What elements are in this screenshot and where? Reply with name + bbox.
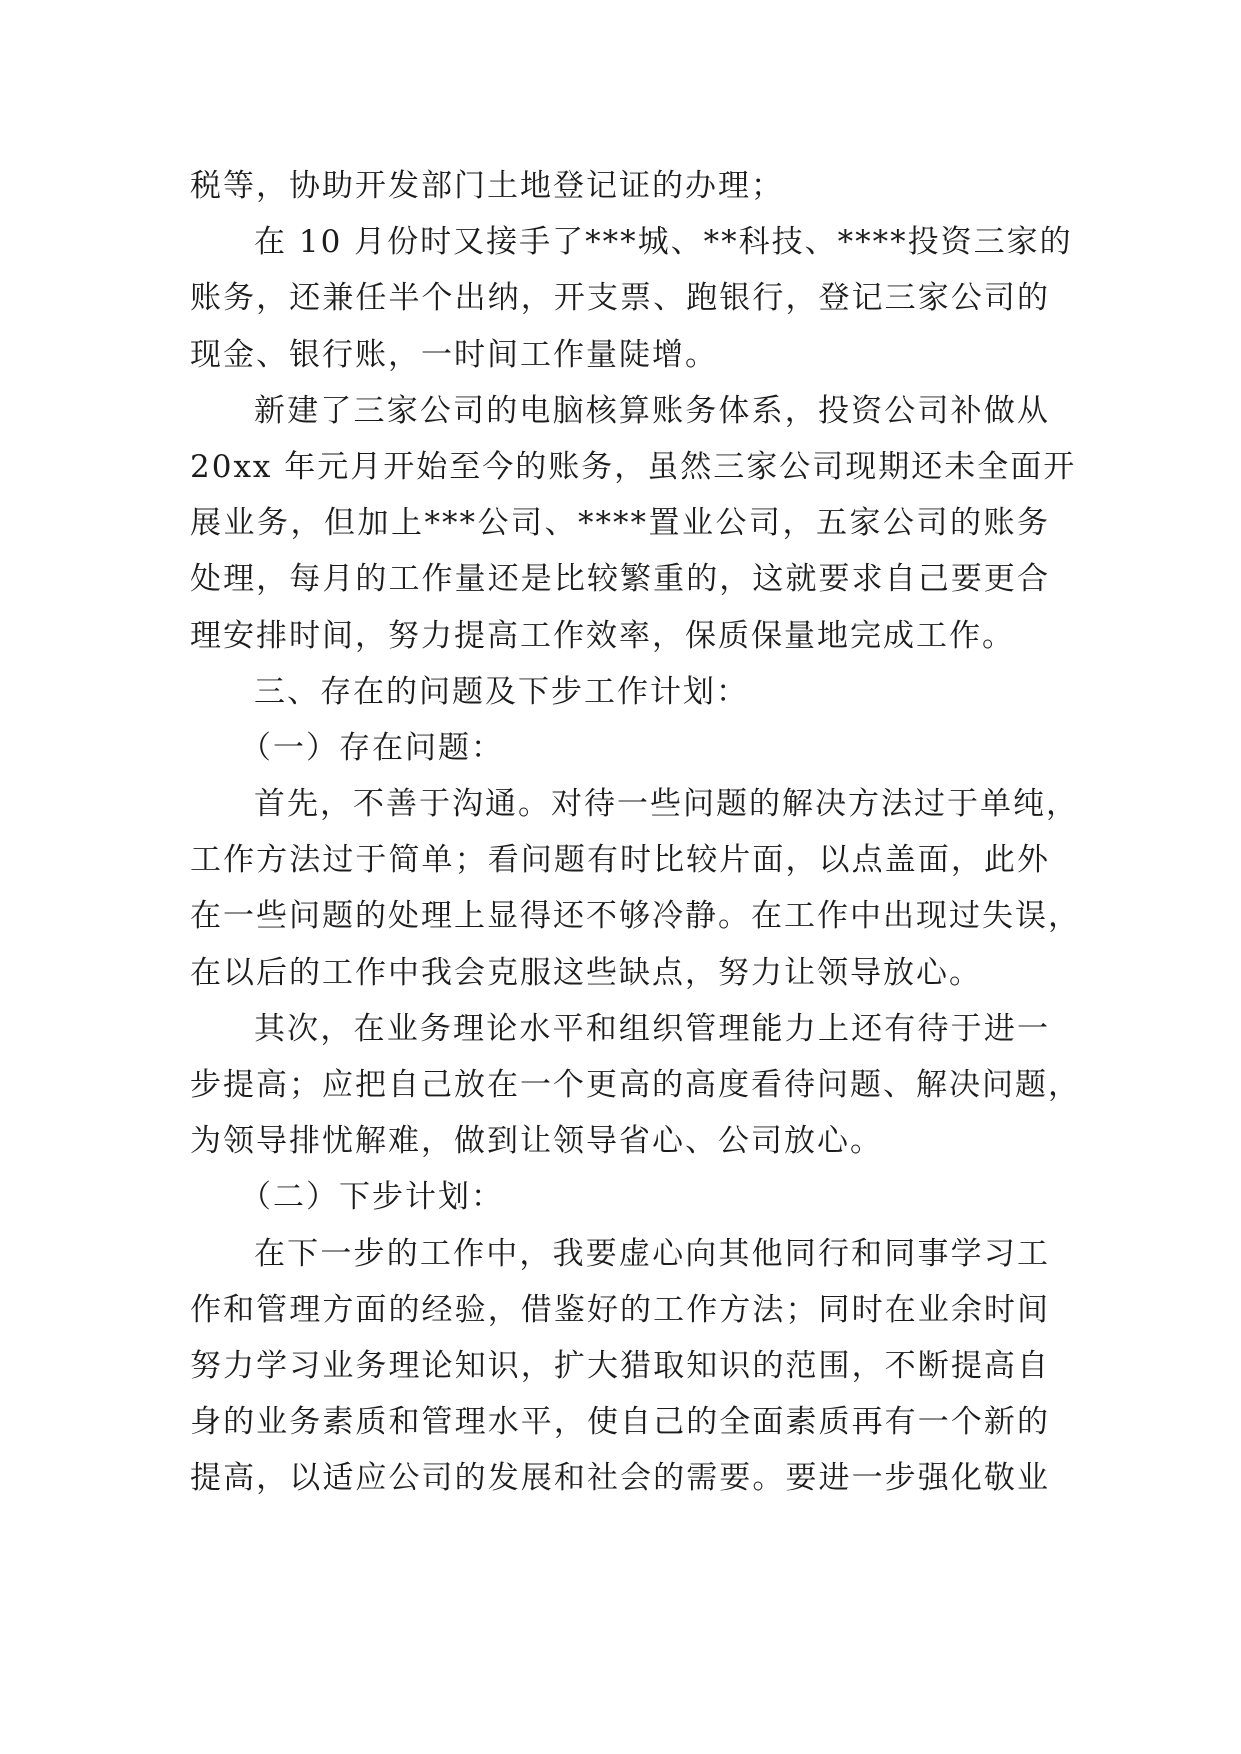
section-heading: 三、存在的问题及下步工作计划： [254, 673, 749, 710]
paragraph-line: 在一些问题的处理上显得还不够冷静。在工作中出现过失误， [190, 898, 1081, 935]
paragraph-line: 展业务，但加上***公司、****置业公司，五家公司的账务 [190, 505, 1050, 542]
paragraph-line: 新建了三家公司的电脑核算账务体系，投资公司补做从 [254, 392, 1050, 429]
paragraph-line: 首先，不善于沟通。对待一些问题的解决方法过于单纯， [254, 786, 1079, 823]
document-body [190, 158, 1081, 1507]
paragraph-line: 理安排时间，努力提高工作效率，保质保量地完成工作。 [190, 617, 1015, 654]
paragraph-line: 账务，还兼任半个出纳，开支票、跑银行，登记三家公司的 [190, 280, 1050, 317]
paragraph-line: 20xx 年元月开始至今的账务，虽然三家公司现期还未全面开 [190, 448, 1077, 485]
paragraph-line: 在 10 月份时又接手了***城、**科技、****投资三家的 [254, 224, 1073, 261]
paragraph-line: 其次，在业务理论水平和组织管理能力上还有待于进一 [254, 1010, 1050, 1047]
paragraph-line: 在下一步的工作中，我要虚心向其他同行和同事学习工 [254, 1235, 1050, 1272]
paragraph-line: 在以后的工作中我会克服这些缺点，努力让领导放心。 [190, 954, 982, 991]
paragraph-line: 税等，协助开发部门土地登记证的办理； [190, 168, 784, 204]
paragraph-line: 作和管理方面的经验，借鉴好的工作方法；同时在业余时间 [190, 1291, 1050, 1328]
paragraph-line: 工作方法过于简单；看问题有时比较片面，以点盖面，此外 [190, 842, 1050, 879]
paragraph-line: 身的业务素质和管理水平，使自己的全面素质再有一个新的 [190, 1404, 1050, 1441]
paragraph-line: 现金、银行账，一时间工作量陡增。 [190, 336, 718, 373]
subsection-heading: （一）存在问题： [240, 729, 504, 766]
paragraph-line: 提高，以适应公司的发展和社会的需要。要进一步强化敬业 [190, 1460, 1050, 1497]
paragraph-line: 努力学习业务理论知识，扩大猎取知识的范围，不断提高自 [190, 1347, 1050, 1384]
subsection-heading: （二）下步计划： [240, 1179, 504, 1216]
paragraph-line: 为领导排忧解难，做到让领导省心、公司放心。 [190, 1123, 883, 1160]
paragraph-line: 处理，每月的工作量还是比较繁重的，这就要求自己要更合 [190, 561, 1050, 598]
paragraph-line: 步提高；应把自己放在一个更高的高度看待问题、解决问题， [190, 1067, 1081, 1103]
